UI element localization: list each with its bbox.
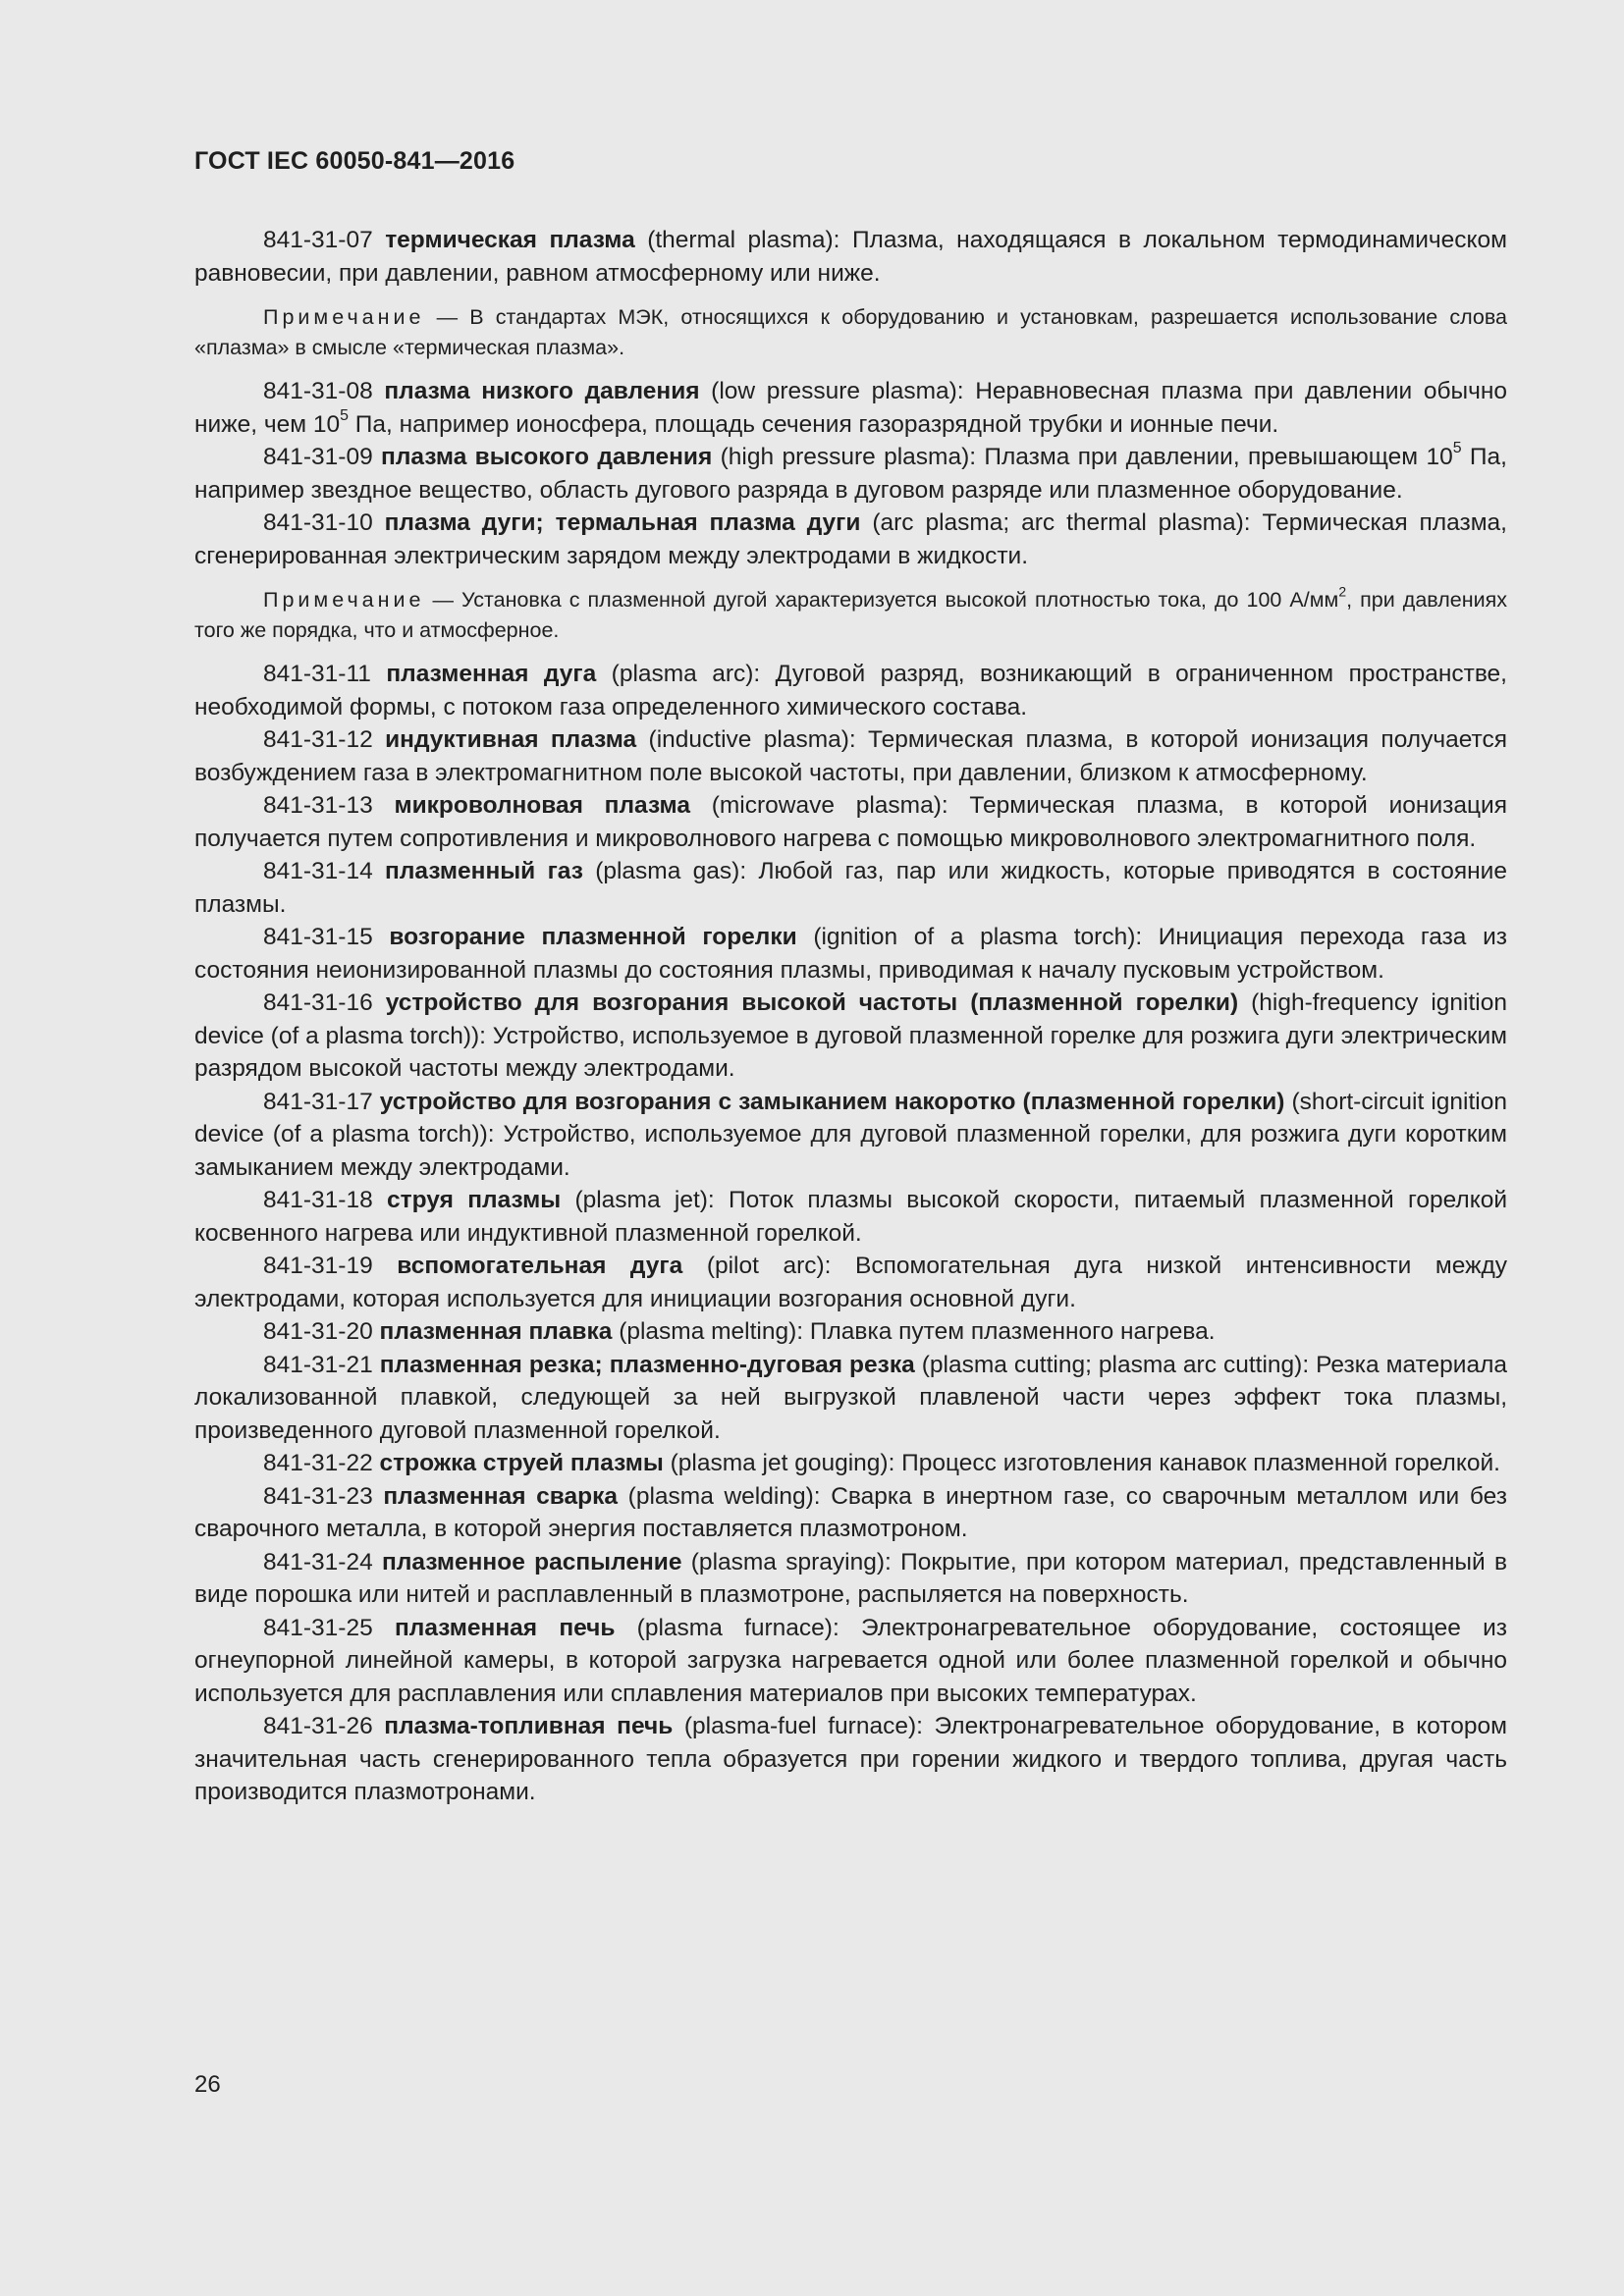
term-name: плазменная печь xyxy=(394,1614,616,1641)
term-name: устройство для возгорания высокой частоты (плазменной горелки) xyxy=(385,989,1239,1016)
note-text-cont: , при давлениях того же порядка, что и атмосферное. xyxy=(194,588,1507,642)
term-entry xyxy=(194,1480,1507,1546)
term-entry xyxy=(194,1612,1507,1711)
term-name: плазма низкого давления xyxy=(384,378,700,404)
term-definition: (high pressure plasma): Плазма при давлении, превышающем 10 xyxy=(712,444,1453,470)
term-name: индуктивная плазма xyxy=(385,726,637,753)
term-entry xyxy=(194,1710,1507,1809)
term-definition: (ignition of a plasma torch): Инициация перехода газа из состояния неионизированной плазмы до состояния плазмы, приводимая к началу пусковым устройством. xyxy=(194,924,1507,984)
term-name: плазменная резка; плазменно-дуговая резка xyxy=(379,1351,915,1378)
term-entry xyxy=(194,723,1507,789)
term-definition: (plasma arc): Дуговой разряд, возникающий в ограниченном пространстве, необходимой формы, с потоком газа определенного химического состава. xyxy=(194,661,1507,721)
term-entry xyxy=(194,921,1507,987)
term-definition: (plasma cutting; plasma arc cutting): Резка материала локализованной плавкой, следующей за ней выгрузкой плавленой части через эффект тока плазмы, произведенного дуговой плазменной горелкой. xyxy=(194,1351,1507,1444)
superscript: 5 xyxy=(1452,440,1462,457)
term-code: 841-31-15 xyxy=(263,924,373,950)
term-definition: (plasma jet gouging): Процесс изготовления канавок плазменной горелкой. xyxy=(663,1450,1500,1476)
term-definition: (arc plasma; arc thermal plasma): Термическая плазма, сгенерированная электрическим зарядом между электродами в жидкости. xyxy=(194,509,1507,569)
term-entry xyxy=(194,441,1507,507)
term-code: 841-31-14 xyxy=(263,858,373,884)
term-definition: (microwave plasma): Термическая плазма, в которой ионизация получается путем сопротивления и микроволнового нагрева с помощью микроволнового электромагнитного поля. xyxy=(194,792,1507,852)
term-entry xyxy=(194,375,1507,441)
term-definition: (plasma melting): Плавка путем плазменного нагрева. xyxy=(612,1318,1216,1345)
term-entry xyxy=(194,1184,1507,1250)
term-code: 841-31-08 xyxy=(263,378,373,404)
term-entry xyxy=(194,789,1507,855)
note-label: Примечание xyxy=(263,305,425,329)
term-name: термическая плазма xyxy=(385,227,635,253)
term-name: плазменная плавка xyxy=(379,1318,613,1345)
term-definition-cont: Па, например звездное вещество, область дугового разряда в дуговом разряде или плазменное оборудование. xyxy=(194,444,1507,504)
term-name: строжка струей плазмы xyxy=(379,1450,664,1476)
term-entry xyxy=(194,1349,1507,1448)
document-body xyxy=(194,224,1507,1809)
standard-header: ГОСТ IEC 60050-841—2016 xyxy=(194,147,515,175)
term-code: 841-31-17 xyxy=(263,1088,373,1115)
term-entry xyxy=(194,1315,1507,1349)
term-code: 841-31-11 xyxy=(263,661,371,687)
note xyxy=(194,302,1507,363)
term-entry xyxy=(194,1250,1507,1315)
superscript: 5 xyxy=(340,406,349,424)
term-name: струя плазмы xyxy=(387,1187,562,1213)
term-code: 841-31-20 xyxy=(263,1318,373,1345)
note-text: — Установка с плазменной дугой характеризуется высокой плотностью тока, до 100 А/мм xyxy=(424,588,1339,612)
term-definition: (plasma furnace): Электронагревательное оборудование, состоящее из огнеупорной линейной камеры, в которой загрузка нагревается одной или более плазменной горелкой и обычно используется для расплавления или сплавления материалов при высоких температурах. xyxy=(194,1614,1508,1707)
term-definition: (pilot arc): Вспомогательная дуга низкой интенсивности между электродами, которая используется для инициации возгорания основной дуги. xyxy=(194,1253,1508,1312)
term-definition: (thermal plasma): Плазма, находящаяся в локальном термодинамическом равновесии, при давлении, равном атмосферному или ниже. xyxy=(194,227,1507,287)
term-definition: (inductive plasma): Термическая плазма, в которой ионизация получается возбуждением газа в электромагнитном поле высокой частоты, при давлении, близком к атмосферному. xyxy=(194,726,1508,786)
term-definition: (plasma welding): Сварка в инертном газе, со сварочным металлом или без сварочного металла, в которой энергия поставляется плазмотроном. xyxy=(194,1482,1507,1542)
term-name: плазменное распыление xyxy=(382,1548,682,1575)
term-code: 841-31-18 xyxy=(263,1187,373,1213)
term-code: 841-31-26 xyxy=(263,1713,373,1739)
term-definition: (plasma gas): Любой газ, пар или жидкость, которые приводятся в состояние плазмы. xyxy=(194,858,1507,918)
term-entry xyxy=(194,855,1507,921)
note xyxy=(194,585,1507,646)
term-code: 841-31-25 xyxy=(263,1614,373,1641)
term-definition: (plasma jet): Поток плазмы высокой скорости, питаемый плазменной горелкой косвенного нагрева или индуктивной плазменной горелкой. xyxy=(194,1187,1508,1247)
term-code: 841-31-21 xyxy=(263,1351,373,1378)
term-definition: (high-frequency ignition device (of a plasma torch)): Устройство, используемое в дуговой плазменной горелке для розжига дуги электрическим разрядом высокой частоты между электродами. xyxy=(194,989,1507,1082)
note-label: Примечание xyxy=(263,588,425,612)
term-definition-cont: Па, например ионосфера, площадь сечения газоразрядной трубки и ионные печи. xyxy=(349,410,1279,438)
term-name: плазменная сварка xyxy=(383,1482,619,1510)
term-code: 841-31-19 xyxy=(263,1253,373,1279)
term-entry xyxy=(194,658,1507,723)
term-code: 841-31-22 xyxy=(263,1450,373,1476)
term-definition: (plasma spraying): Покрытие, при котором материал, представленный в виде порошка или нитей и расплавленный в плазмотроне, распыляется на поверхность. xyxy=(194,1548,1508,1608)
term-name: возгорание плазменной горелки xyxy=(389,924,797,950)
term-name: плазма дуги; термальная плазма дуги xyxy=(384,509,861,536)
term-code: 841-31-16 xyxy=(263,989,373,1016)
term-name: вспомогательная дуга xyxy=(397,1253,683,1279)
term-name: плазма-топливная печь xyxy=(384,1713,674,1739)
term-code: 841-31-09 xyxy=(263,444,373,470)
term-code: 841-31-07 xyxy=(263,227,373,253)
term-definition: (short-circuit ignition device (of a plasma torch)): Устройство, используемое для дуговой плазменной горелки, для розжига дуги коротким замыканием между электродами. xyxy=(194,1088,1507,1181)
term-name: плазма высокого давления xyxy=(381,444,713,470)
term-definition: (low pressure plasma): Неравновесная плазма при давлении обычно ниже, чем 10 xyxy=(194,378,1508,438)
term-name: плазменная дуга xyxy=(386,661,597,687)
term-entry xyxy=(194,987,1507,1086)
term-code: 841-31-23 xyxy=(263,1482,373,1510)
note-text: — В стандартах МЭК, относящихся к оборудованию и установкам, разрешается использование слова «плазма» в смысле «термическая плазма». xyxy=(194,305,1507,359)
term-code: 841-31-12 xyxy=(263,726,373,753)
page-number: 26 xyxy=(194,2071,221,2098)
term-code: 841-31-10 xyxy=(263,509,373,536)
term-code: 841-31-24 xyxy=(263,1548,373,1575)
term-definition: (plasma-fuel furnace): Электронагревательное оборудование, в котором значительная часть сгенерированного тепла образуется при горении жидкого и твердого топлива, другая часть производится плазмотронами. xyxy=(194,1713,1507,1805)
term-entry xyxy=(194,1546,1507,1612)
term-entry xyxy=(194,224,1507,290)
term-name: устройство для возгорания с замыканием накоротко (плазменной горелки) xyxy=(379,1088,1285,1115)
term-code: 841-31-13 xyxy=(263,792,373,819)
term-entry xyxy=(194,507,1507,572)
term-name: плазменный газ xyxy=(385,858,583,884)
term-entry xyxy=(194,1447,1507,1480)
term-entry xyxy=(194,1086,1507,1185)
superscript: 2 xyxy=(1338,583,1347,600)
term-name: микроволновая плазма xyxy=(394,792,690,819)
